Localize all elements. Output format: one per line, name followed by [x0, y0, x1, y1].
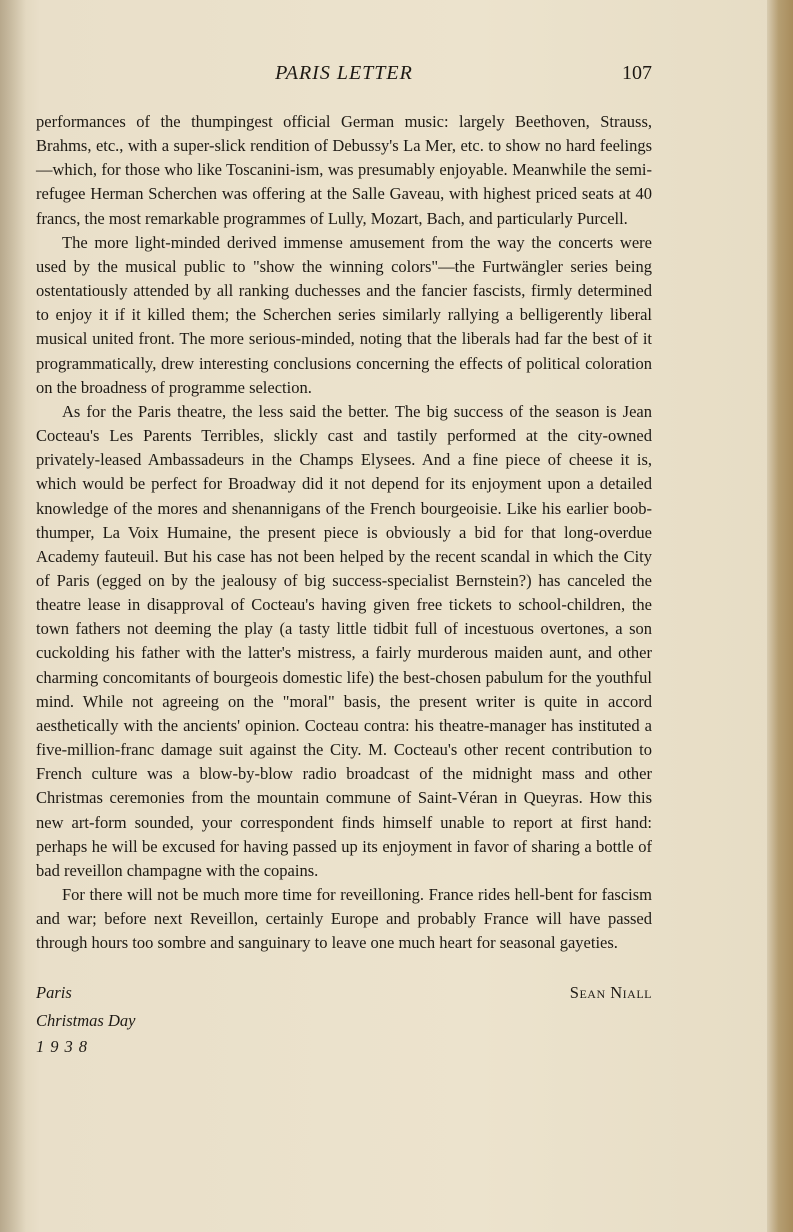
paragraph: As for the Paris theatre, the less said the better. The big success of the season is Jean Cocteau's Les Parents Terribles, slickly cast and tastily performed at the city-owned privately-leased Ambassadeurs in the Champs Elysees. And a fine piece of cheese it is, which would be perfect for Broadway did it not depend for its enjoyment upon a detailed knowledge of the mores and shenannigans of the French bourgeoisie. Like his earlier boob-thumper, La Voix Humaine, the present piece is obviously a bid for that long-overdue Academy fauteuil. But his case has not been helped by the recent scandal in which the City of Paris (egged on by the jealousy of big success-specialist Bernstein?) has canceled the theatre lease in disapproval of Cocteau's having given free tickets to school-children, the town fathers not deeming the play (a tasty little tidbit full of incestuous overtones, a son cuckolding his father with the latter's mistress, a fairly murderous maiden aunt, and other charming concomitants of bourgeois domestic life) the best-chosen pabulum for the youthful mind. While not agreeing on the "moral" basis, the present writer is quite in accord aesthetically with the ancients' opinion. Cocteau contra: his theatre-manager has instituted a five-million-franc damage suit against the City. M. Cocteau's other recent contribution to French culture was a blow-by-blow radio broadcast of the midnight mass and other Christmas ceremonies from the mountain commune of Saint-Véran in Queyras. How this new art-form sounded, your correspondent finds himself unable to report at first hand: perhaps he will be excused for having passed up its enjoyment in favor of sharing a bottle of bad reveillon champagne with the copains.	[36, 401, 652, 880]
dateline-year: 1938	[36, 1037, 93, 1056]
dateline-place: Paris	[36, 983, 72, 1002]
paragraph: performances of the thumpingest official German music: largely Beethoven, Strauss, Brahms, etc., with a super-slick rendition of Debussy's La Mer, etc. to show no hard feelings—which, for those who like Toscanini-ism, was presumably enjoyable. Meanwhile the semi-refugee Herman Scherchen was offering at the Salle Gaveau, with highest priced seats at 40 francs, the most remarkable programmes of Lully, Mozart, Bach, and particularly Purcell.	[36, 112, 652, 228]
author-name: Sean Niall	[569, 983, 652, 1002]
page-number: 107	[622, 62, 652, 84]
gutter-shadow	[0, 0, 26, 1232]
dateline-day: Christmas Day	[36, 1011, 136, 1030]
running-head: PARIS LETTER	[275, 62, 413, 84]
paragraph: The more light-minded derived immense amusement from the way the concerts were used by the musical public to "show the winning colors"—the Furtwängler series being ostentatiously attended by all ranking duchesses and the fancier fascists, firmly determined to enjoy it if it killed them; the Scherchen series similarly rallying a belligerently liberal musical united front. The more serious-minded, noting that the liberals had far the best of it programmatically, drew interesting conclusions concerning the effects of political coloration on the broadness of programme selection.	[36, 232, 652, 397]
page-edge	[767, 0, 793, 1232]
page-header	[36, 62, 652, 92]
signature-row	[36, 983, 652, 1009]
article-body	[36, 110, 652, 955]
paragraph: For there will not be much more time for reveilloning. France rides hell-bent for fascism and war; before next Reveillon, certainly Europe and probably France will have passed through hours too sombre and sanguinary to leave one much heart for seasonal gayeties.	[36, 885, 652, 953]
